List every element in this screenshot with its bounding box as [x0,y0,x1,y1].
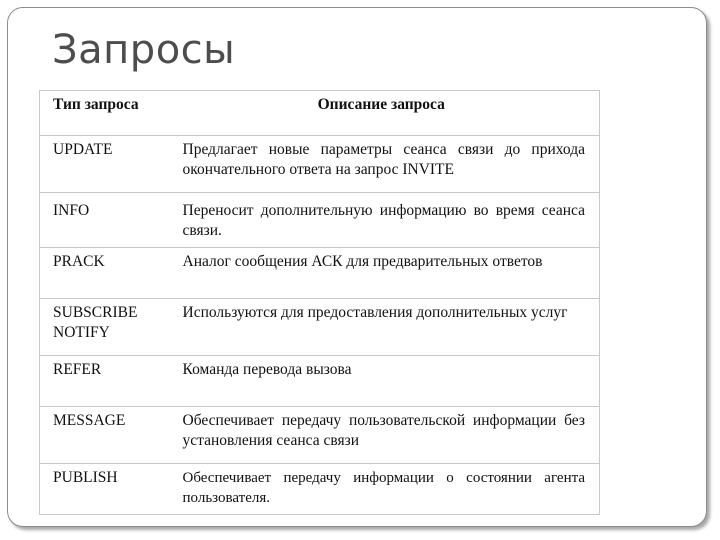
request-type-cell [40,136,170,193]
header-request-description: Описание запроса [170,91,600,136]
table-row [40,407,600,464]
request-type-name: REFER [53,361,102,378]
request-description-cell: Предлагает новые параметры сеанса связи до прихода окончательного ответа на запрос INVITE [170,136,600,193]
request-type-cell [40,248,170,299]
request-description-cell: Переносит дополнительную информацию во время сеанса связи. [170,193,600,248]
table-row [40,193,600,248]
header-request-type: Тип запроса [40,91,170,136]
table-header-row [40,91,600,136]
requests-table [39,90,600,515]
request-type-cell [40,356,170,407]
table-row [40,136,600,193]
table-row [40,464,600,515]
request-description-cell: Обеспечивает передачу информации о состоянии агента пользователя. [170,464,600,515]
table-row [40,248,600,299]
request-type-cell [40,193,170,248]
request-type-cell [40,299,170,356]
request-type-name: NOTIFY [53,324,110,341]
request-type-name: UPDATE [53,141,113,158]
requests-table-container [39,90,599,506]
request-type-name: INFO [53,202,90,219]
request-description-cell: Команда перевода вызова [170,356,600,407]
request-type-name: SUBSCRIBE [53,304,138,321]
request-description-cell: Используются для предоставления дополнительных услуг [170,299,600,356]
request-description-cell: Обеспечивает передачу пользовательской информации без установления сеанса связи [170,407,600,464]
request-type-cell [40,407,170,464]
request-type-cell [40,464,170,515]
request-description-cell: Аналог сообщения АСК для предварительных ответов [170,248,600,299]
request-type-name: PUBLISH [53,469,118,486]
request-type-name: PRACK [53,253,105,270]
table-row [40,356,600,407]
request-type-name: MESSAGE [53,412,126,429]
table-row [40,299,600,356]
slide-title: Запросы [52,27,236,73]
